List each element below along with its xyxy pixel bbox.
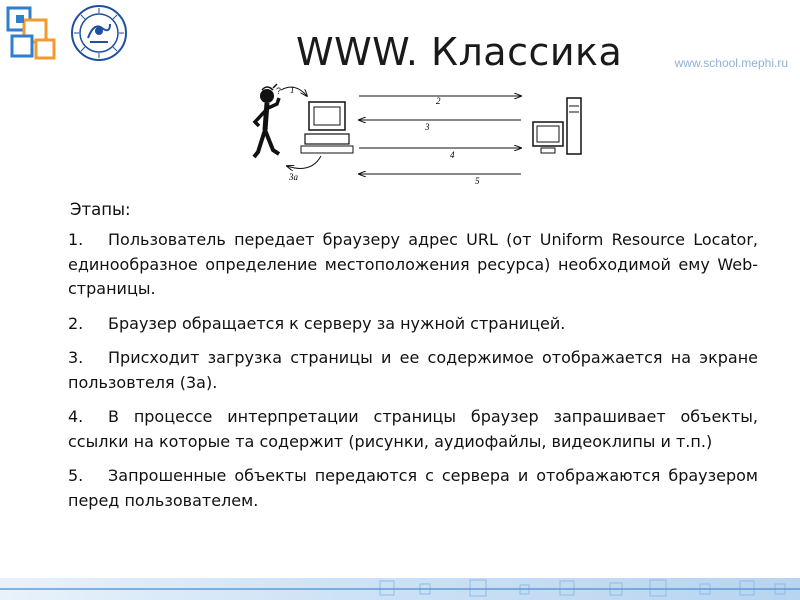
steps-list (68, 228, 758, 523)
slide-title: WWW. Классика (296, 30, 623, 74)
step-number: 1. (68, 230, 84, 249)
step-text: В процессе интерпретации страницы браузер запрашивает объекты, ссылки на которые та содержит (рисунки, аудиофайлы, видеоклипы и т.п.) (68, 407, 758, 451)
diagram-label-1: 1 (290, 85, 295, 95)
step-item (68, 228, 758, 302)
step-text: Присходит загрузка страницы и ее содержимое отображается на экране пользовтеля (3а). (68, 348, 758, 392)
diagram-label-3: 3 (425, 122, 430, 132)
step-number: 4. (68, 407, 84, 426)
step-number: 3. (68, 348, 84, 367)
step-item (68, 464, 758, 513)
client-computer-icon (301, 102, 353, 153)
diagram-label-2: 2 (436, 96, 441, 106)
step-number: 2. (68, 313, 84, 333)
footer-decoration-squares (0, 578, 800, 600)
server-computer-icon (533, 98, 581, 154)
step-number: 5. (68, 466, 84, 485)
client-server-diagram (243, 82, 593, 188)
university-seal-logo (70, 4, 128, 62)
site-url: www.school.mephi.ru (674, 56, 788, 70)
svg-text:?: ? (276, 86, 282, 96)
step-text: Пользователь передает браузеру адрес URL (от Uniform Resource Locator, единообразное определение местоположения ресурса) необходимой ему Web-страницы. (68, 230, 758, 298)
stages-label: Этапы: (70, 200, 131, 219)
corner-squares-logo (6, 6, 64, 64)
step-text: Браузер обращается к серверу за нужной страницей. (108, 313, 566, 333)
diagram-label-3a: 3a (289, 172, 298, 182)
step-item (68, 346, 758, 395)
step-item (68, 312, 758, 337)
step-item (68, 405, 758, 454)
diagram-label-5: 5 (475, 176, 480, 186)
user-figure-icon (254, 84, 281, 157)
step-text: Запрошенные объекты передаются с сервера и отображаются браузером перед пользователем. (68, 466, 758, 510)
diagram-label-4: 4 (450, 150, 455, 160)
